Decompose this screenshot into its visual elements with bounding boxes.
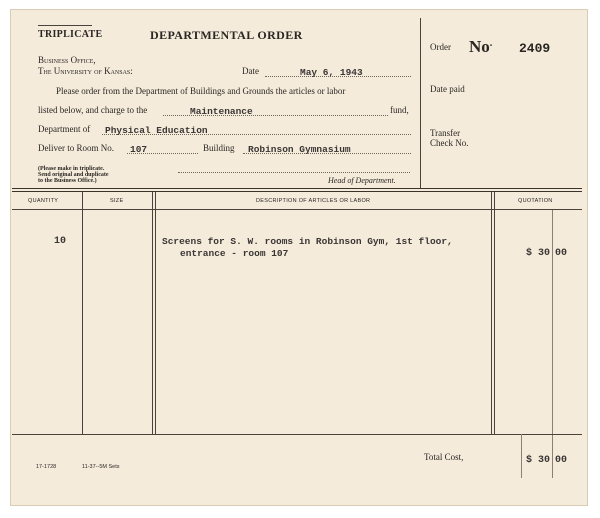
- quotation-header: QUOTATION: [518, 198, 553, 204]
- building-value: Robinson Gymnasium: [248, 144, 351, 155]
- table-bottom-rule: [12, 434, 582, 435]
- col-line-2: [152, 192, 153, 434]
- row-quantity: 10: [54, 236, 67, 247]
- note-line-3: to the Business Office.): [38, 178, 97, 184]
- number-sign-dot: .: [489, 38, 493, 49]
- instruction-line-1: Please order from the Department of Buildings and Grounds the articles or labor: [56, 86, 346, 96]
- col-line-3b: [494, 192, 495, 434]
- check-no-label: Check No.: [430, 138, 469, 148]
- university-line: The University of Kansas:: [38, 66, 133, 76]
- size-header: SIZE: [110, 198, 124, 204]
- side-divider: [420, 18, 421, 188]
- form-title: DEPARTMENTAL ORDER: [150, 28, 303, 42]
- form-code: 17-1728: [36, 464, 57, 470]
- total-left-divider: [521, 434, 522, 478]
- total-cost-label: Total Cost,: [424, 452, 464, 462]
- department-value: Physical Education: [105, 125, 208, 136]
- room-value: 107: [130, 144, 148, 155]
- quantity-header: QUANTITY: [28, 198, 59, 204]
- number-sign-text: No: [469, 37, 490, 56]
- note-line-1: (Please make in triplicate.: [38, 166, 105, 172]
- row-dollars: $ 30: [526, 248, 551, 259]
- signature-rule: [178, 172, 410, 173]
- cents-divider: [552, 210, 553, 478]
- print-code: 11-37--5M Sets: [82, 464, 120, 470]
- date-paid-label: Date paid: [430, 84, 465, 94]
- business-office-line: Business Office,: [38, 55, 96, 65]
- transfer-label: Transfer: [430, 128, 461, 138]
- description-header: DESCRIPTION OF ARTICLES OR LABOR: [256, 198, 371, 204]
- triplicate-label: TRIPLICATE: [38, 29, 103, 40]
- header-bottom-rule: [12, 209, 582, 210]
- department-label: Department of: [38, 124, 91, 134]
- building-label: Building: [203, 143, 235, 153]
- fund-value: Maintenance: [190, 106, 253, 117]
- col-line-2b: [155, 192, 156, 434]
- order-number: 2409: [519, 41, 551, 56]
- table-top-rule-2: [12, 191, 582, 192]
- total-cents: 00: [555, 455, 568, 466]
- row-description-line-2: entrance - room 107: [180, 248, 289, 259]
- note-line-2: Send original and duplicate: [38, 172, 109, 178]
- instruction-line-2: listed below, and charge to the: [38, 105, 148, 115]
- table-top-rule: [12, 188, 582, 189]
- room-label: Deliver to Room No.: [38, 143, 114, 153]
- order-label: Order: [430, 42, 451, 52]
- total-dollars: $ 30: [526, 455, 551, 466]
- triplicate-overline: [38, 25, 92, 26]
- order-form: [10, 9, 588, 506]
- row-cents: 00: [555, 248, 568, 259]
- date-value: May 6, 1943: [300, 67, 363, 78]
- date-label: Date: [242, 66, 259, 76]
- head-of-department-label: Head of Department.: [328, 176, 396, 185]
- col-line-3: [491, 192, 492, 434]
- fund-suffix: fund,: [390, 105, 409, 115]
- col-line-1: [82, 192, 83, 434]
- row-description-line-1: Screens for S. W. rooms in Robinson Gym, 1st floor,: [162, 236, 453, 247]
- number-sign: [469, 37, 492, 57]
